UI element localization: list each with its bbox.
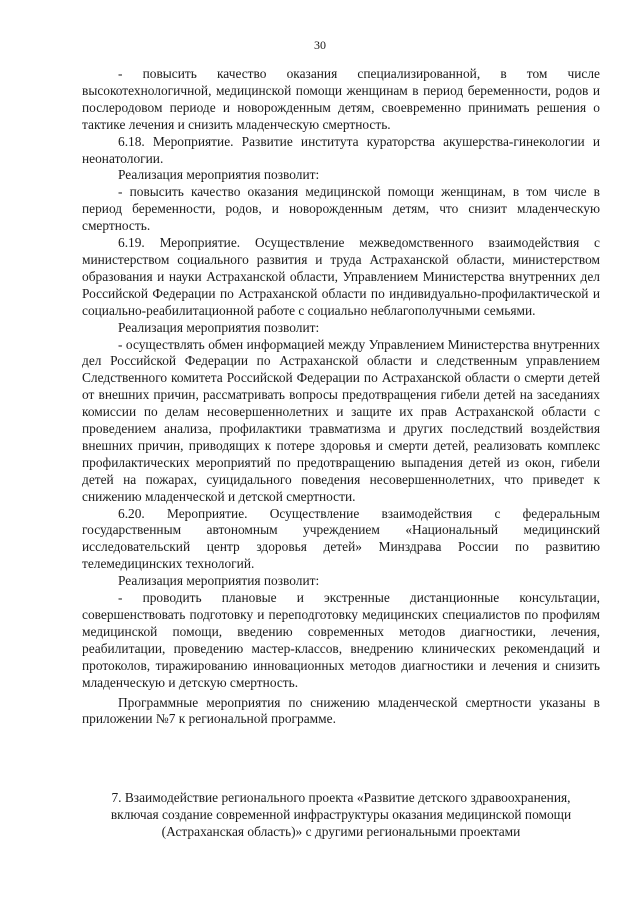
paragraph: - повысить качество оказания медицинской помощи женщинам, в том числе в период беременности, родов, и новорожденным детям, что снизит младенческую смертность. (82, 184, 600, 234)
document-body (82, 66, 600, 728)
paragraph: 6.20. Мероприятие. Осуществление взаимодействия с федеральным государственным автономным учреждением «Национальный медицинский исследовательский центр здоровья детей» Минздрава России по развитию телемедицинских технологий. (82, 505, 600, 572)
paragraph: Программные мероприятия по снижению младенческой смертности указаны в приложении №7 к региональной программе. (82, 694, 600, 727)
paragraph: Реализация мероприятия позволит: (118, 573, 320, 589)
paragraph: Реализация мероприятия позволит: (118, 319, 320, 335)
paragraph: - осуществлять обмен информацией между Управлением Министерства внутренних дел Российской Федерации по Астраханской области и следственным управлением Следственного комитета Российской Федерации по Астраханской области о смерти детей от внешних причин, рассматривать вопросы предотвращения гибели детей на заседаниях комиссии по делам несовершеннолетних и защите их прав Астраханской области с проведением анализа, профилактики травматизма и других последствий воздействия внешних причин, приводящих к потере здоровья и смерти детей, реализовать комплекс профилактических мероприятий по предотвращению выпадения детей из окон, гибели детей на пожарах, суицидального поведения несовершеннолетних, что приведет к снижению младенческой и детской смертности. (82, 336, 600, 504)
paragraph: Реализация мероприятия позволит: (118, 167, 320, 183)
paragraph: 6.19. Мероприятие. Осуществление межведомственного взаимодействия с министерством социального развития и труда Астраханской области, министерством образования и науки Астраханской области, Управлением Министерства внутренних дел Российской Федерации по Астраханской области по индивидуально-профилактической и социально-реабилитационной работе с социально неблагополучными семьями. (82, 235, 600, 318)
page-number: 30 (314, 38, 326, 52)
section-heading: 7. Взаимодействие регионального проекта «Развитие детского здравоохранения, включая создание современной инфраструктуры оказания медицинской помощи (Астраханская область)» с другими региональными проектами (110, 790, 572, 839)
paragraph: - повысить качество оказания специализированной, в том числе высокотехнологичной, медицинской помощи женщинам в период беременности, родов и послеродовом периоде и новорожденным детям, своевременно принимать решения о тактике лечения и снизить младенческую смертность. (82, 66, 600, 132)
paragraph: - проводить плановые и экстренные дистанционные консультации, совершенствовать подготовку и переподготовку медицинских специалистов по профилям медицинской помощи, введению современных методов диагностики, лечения, реабилитации, проведению мастер-классов, внедрению клинических рекомендаций и протоколов, тиражированию инновационных методов диагностики и лечения и снизить младенческую и детскую смертность. (82, 590, 600, 690)
paragraph: 6.18. Мероприятие. Развитие института кураторства акушерства-гинекологии и неонатологии. (82, 133, 600, 166)
